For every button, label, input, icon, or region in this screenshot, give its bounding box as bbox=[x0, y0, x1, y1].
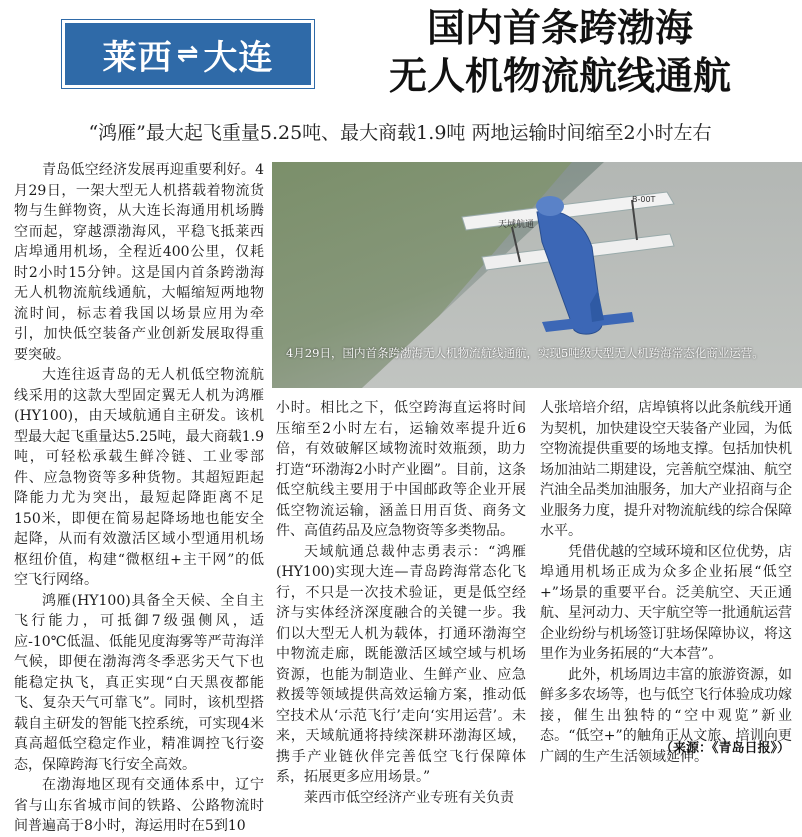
headline-line-1: 国内首条跨渤海 bbox=[426, 6, 693, 50]
cargo-drone-plane-image bbox=[442, 172, 682, 362]
kicker-from: 莱西 bbox=[102, 37, 173, 78]
kicker-banner bbox=[62, 20, 314, 88]
paragraph: 天域航通总裁仲志勇表示：“鸿雁(HY100)实现大连—青岛跨海常态化飞行，不只是一次技术验证，更是低空经济与实体经济深度融合的关键一步。我们以大型无人机为载体，打通环渤海空中物流走廊，既能激活区域空域与机场资源，也能为制造业、生鲜产业、应急救援等领域提供高效运输方案，推动低空技术从‘示范飞行’走向‘实用运营’。未来，天域航通将持续深耕环渤海区域，携手产业链伙伴完善低空飞行保障体系，拓展更多应用场景。” bbox=[276, 543, 526, 785]
paragraph: 莱西市低空经济产业专班有关负责 bbox=[304, 789, 514, 806]
headline-line-2: 无人机物流航线通航 bbox=[388, 54, 731, 98]
headline bbox=[330, 4, 790, 100]
article-column-1 bbox=[14, 160, 264, 834]
paragraph: 鸿雁(HY100)具备全天候、全自主飞行能力，可抵御7级强侧风，适应-10℃低温、低能见度海雾等严苛海洋气候，即便在渤海湾冬季恶劣天气下也能稳定执飞，真正实现“白天黑夜都能飞、复杂天气可靠飞”。同时，该机型搭载自主研发的智能飞控系统，可实现4米真高超低空稳定作业，精准调控飞行姿态，保障跨海飞行安全高效。 bbox=[14, 592, 264, 773]
source-credit: （来源：《青岛日报》） bbox=[659, 741, 790, 756]
paragraph: 在渤海地区现有交通体系中，辽宁省与山东省城市间的铁路、公路物流时间普遍高于8小时，海运用时在5到10 bbox=[14, 777, 264, 834]
news-photo bbox=[272, 162, 796, 388]
paragraph: 此外，机场周边丰富的旅游资源，如鲜多多农场等，也与低空飞行体验成功嫁接，催生出独特的“空中观览”新业态。“低空+”的触角正从文旅、培训向更广阔的生产生活领域延伸。 bbox=[540, 666, 792, 765]
plane-registration: B-00T bbox=[632, 195, 656, 204]
paragraph: 小时。相比之下，低空跨海直运将时间压缩至2小时左右，运输效率提升近6倍，有效破解区域物流时效瓶颈，助力打造“环渤海2小时产业圈”。目前，这条低空航线主要用于中国邮政等企业开展低空物流运输，涵盖日用百货、商务文件、高值药品及应急物资等多类物品。 bbox=[276, 400, 526, 539]
kicker-to: 大连 bbox=[203, 37, 274, 78]
plane-label: 天域航通 bbox=[498, 220, 535, 230]
paragraph: 人张培培介绍，店埠镇将以此条航线开通为契机，加快建设空天装备产业园，为低空物流提供重要的场地支撑。包括加快机场加油站二期建设，完善航空煤油、航空汽油全品类加油服务，加大产业招商与企业服务力度，提升对物流航线的综合保障水平。 bbox=[540, 400, 792, 539]
photo-caption: 4月29日，国内首条跨渤海无人机物流航线通航，实现5吨级大型无人机跨海常态化商业运营。 bbox=[286, 346, 764, 360]
article-column-2 bbox=[276, 398, 526, 806]
exchange-arrows-icon: ⇌ bbox=[176, 39, 200, 69]
paragraph: 凭借优越的空域环境和区位优势，店埠通用机场正成为众多企业拓展“低空+”场景的重要平台。泛美航空、天正通航、星河动力、天宇航空等一批通航运营企业纷纷与机场签订驻场保障协议，将这里作为业务拓展的“大本营”。 bbox=[540, 543, 792, 662]
paragraph: 青岛低空经济发展再迎重要利好。4月29日，一架大型无人机搭载着物流货物与生鲜物资，从大连长海通用机场腾空而起，穿越漂渤海风，平稳飞抵莱西店埠通用机场，全程近400公里，仅耗时2小时15分钟。这是国内首条跨渤海无人机物流航线通航，大幅缩短两地物流时间，标志着我国以场景应用为牵引，加快低空装备产业创新发展取得重要突破。 bbox=[14, 162, 264, 363]
subheadline: “鸿雁”最大起飞重量5.25吨、最大商载1.9吨 两地运输时间缩至2小时左右 bbox=[88, 122, 712, 144]
paragraph: 大连往返青岛的无人机低空物流航线采用的这款大型固定翼无人机为鸿雁(HY100)，由天域航通自主研发。该机型最大起飞重量达5.25吨，最大商载1.9吨，可轻松承载生鲜冷链、工业零部件、应急物资等多种货物。其超短距起降能力尤为突出，最短起降距离不足150米，即便在简易起降场地也能安全起降，从而有效激活区域小型通用机场枢纽价值，构建“微枢纽+主干网”的低空飞行网络。 bbox=[14, 367, 264, 588]
